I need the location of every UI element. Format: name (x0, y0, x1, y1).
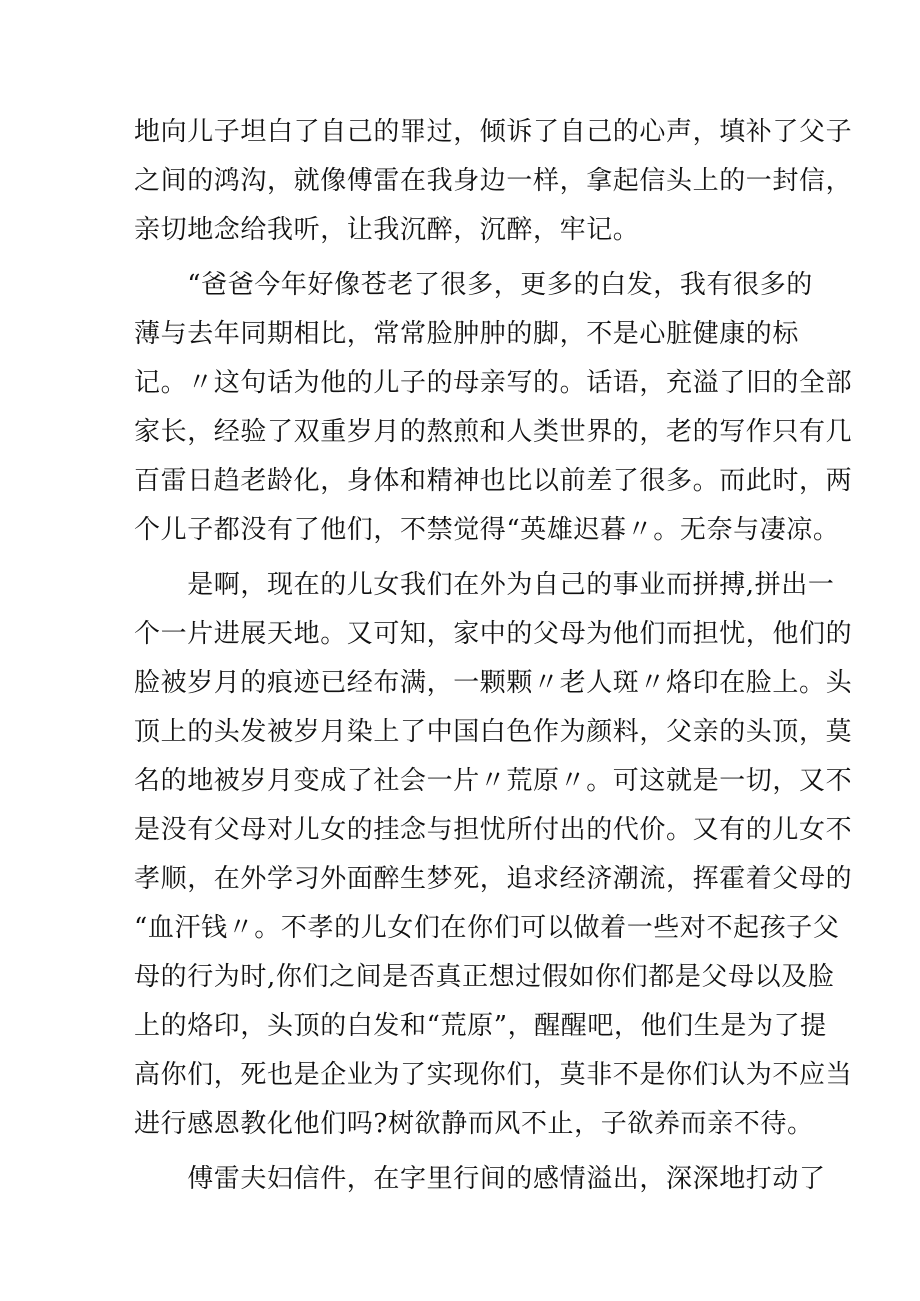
text-line: 母的行为时,你们之间是否真正想过假如你们都是父母以及脸 (134, 962, 835, 992)
text-line: “爸爸今年好像苍老了很多，更多的白发，我有很多的 (134, 270, 813, 300)
text-line: 之间的鸿沟，就像傅雷在我身边一样，拿起信头上的一封信， (134, 166, 853, 196)
text-line: 上的烙印，头顶的白发和“荒原”，醒醒吧，他们生是为了提 (134, 1011, 827, 1041)
text-line: “血汗钱〃。不孝的儿女们在你们可以做着一些对不起孩子父 (134, 913, 840, 943)
document-body (134, 108, 853, 1204)
text-line: 进行感恩教化他们吗?树欲静而风不止，子欲养而亲不待。 (134, 1109, 814, 1139)
text-line: 傅雷夫妇信件，在字里行间的感情溢出，深深地打动了 (134, 1164, 826, 1194)
paragraph-4 (134, 1155, 826, 1204)
text-line: 百雷日趋老龄化，身体和精神也比以前差了很多。而此时，两 (134, 466, 853, 496)
text-line: 薄与去年同期相比，常常脸肿肿的脚，不是心脏健康的标 (134, 319, 800, 349)
text-line: 是没有父母对儿女的挂念与担忧所付出的代价。又有的儿女不 (134, 815, 853, 845)
text-line: 是啊，现在的儿女我们在外为自己的事业而拼搏,拼出一 (134, 570, 835, 600)
text-line: 地向儿子坦白了自己的罪过，倾诉了自己的心声，填补了父子 (134, 117, 853, 147)
text-line: 个儿子都没有了他们，不禁觉得“英雄迟暮〃。无奈与凄凉。 (134, 515, 840, 545)
text-line: 记。〃这句话为他的儿子的母亲写的。话语，充溢了旧的全部 (134, 368, 853, 398)
text-line: 亲切地念给我听，让我沉醉，沉醉，牢记。 (134, 215, 640, 245)
text-line: 家长，经验了双重岁月的熬煎和人类世界的，老的写作只有几 (134, 417, 853, 447)
paragraph-2 (134, 261, 853, 555)
text-line: 顶上的头发被岁月染上了中国白色作为颜料，父亲的头顶，莫 (134, 717, 853, 747)
text-line: 脸被岁月的痕迹已经布满，一颗颗〃老人斑〃烙印在脸上。头 (134, 668, 853, 698)
text-line: 名的地被岁月变成了社会一片〃荒原〃。可这就是一切，又不 (134, 766, 853, 796)
text-line: 孝顺，在外学习外面醉生梦死，追求经济潮流，挥霍着父母的 (134, 864, 853, 894)
paragraph-3 (134, 561, 853, 1149)
paragraph-1 (134, 108, 853, 255)
text-line: 高你们，死也是企业为了实现你们，莫非不是你们认为不应当 (134, 1060, 853, 1090)
text-line: 个一片进展天地。又可知，家中的父母为他们而担忧，他们的 (134, 619, 853, 649)
